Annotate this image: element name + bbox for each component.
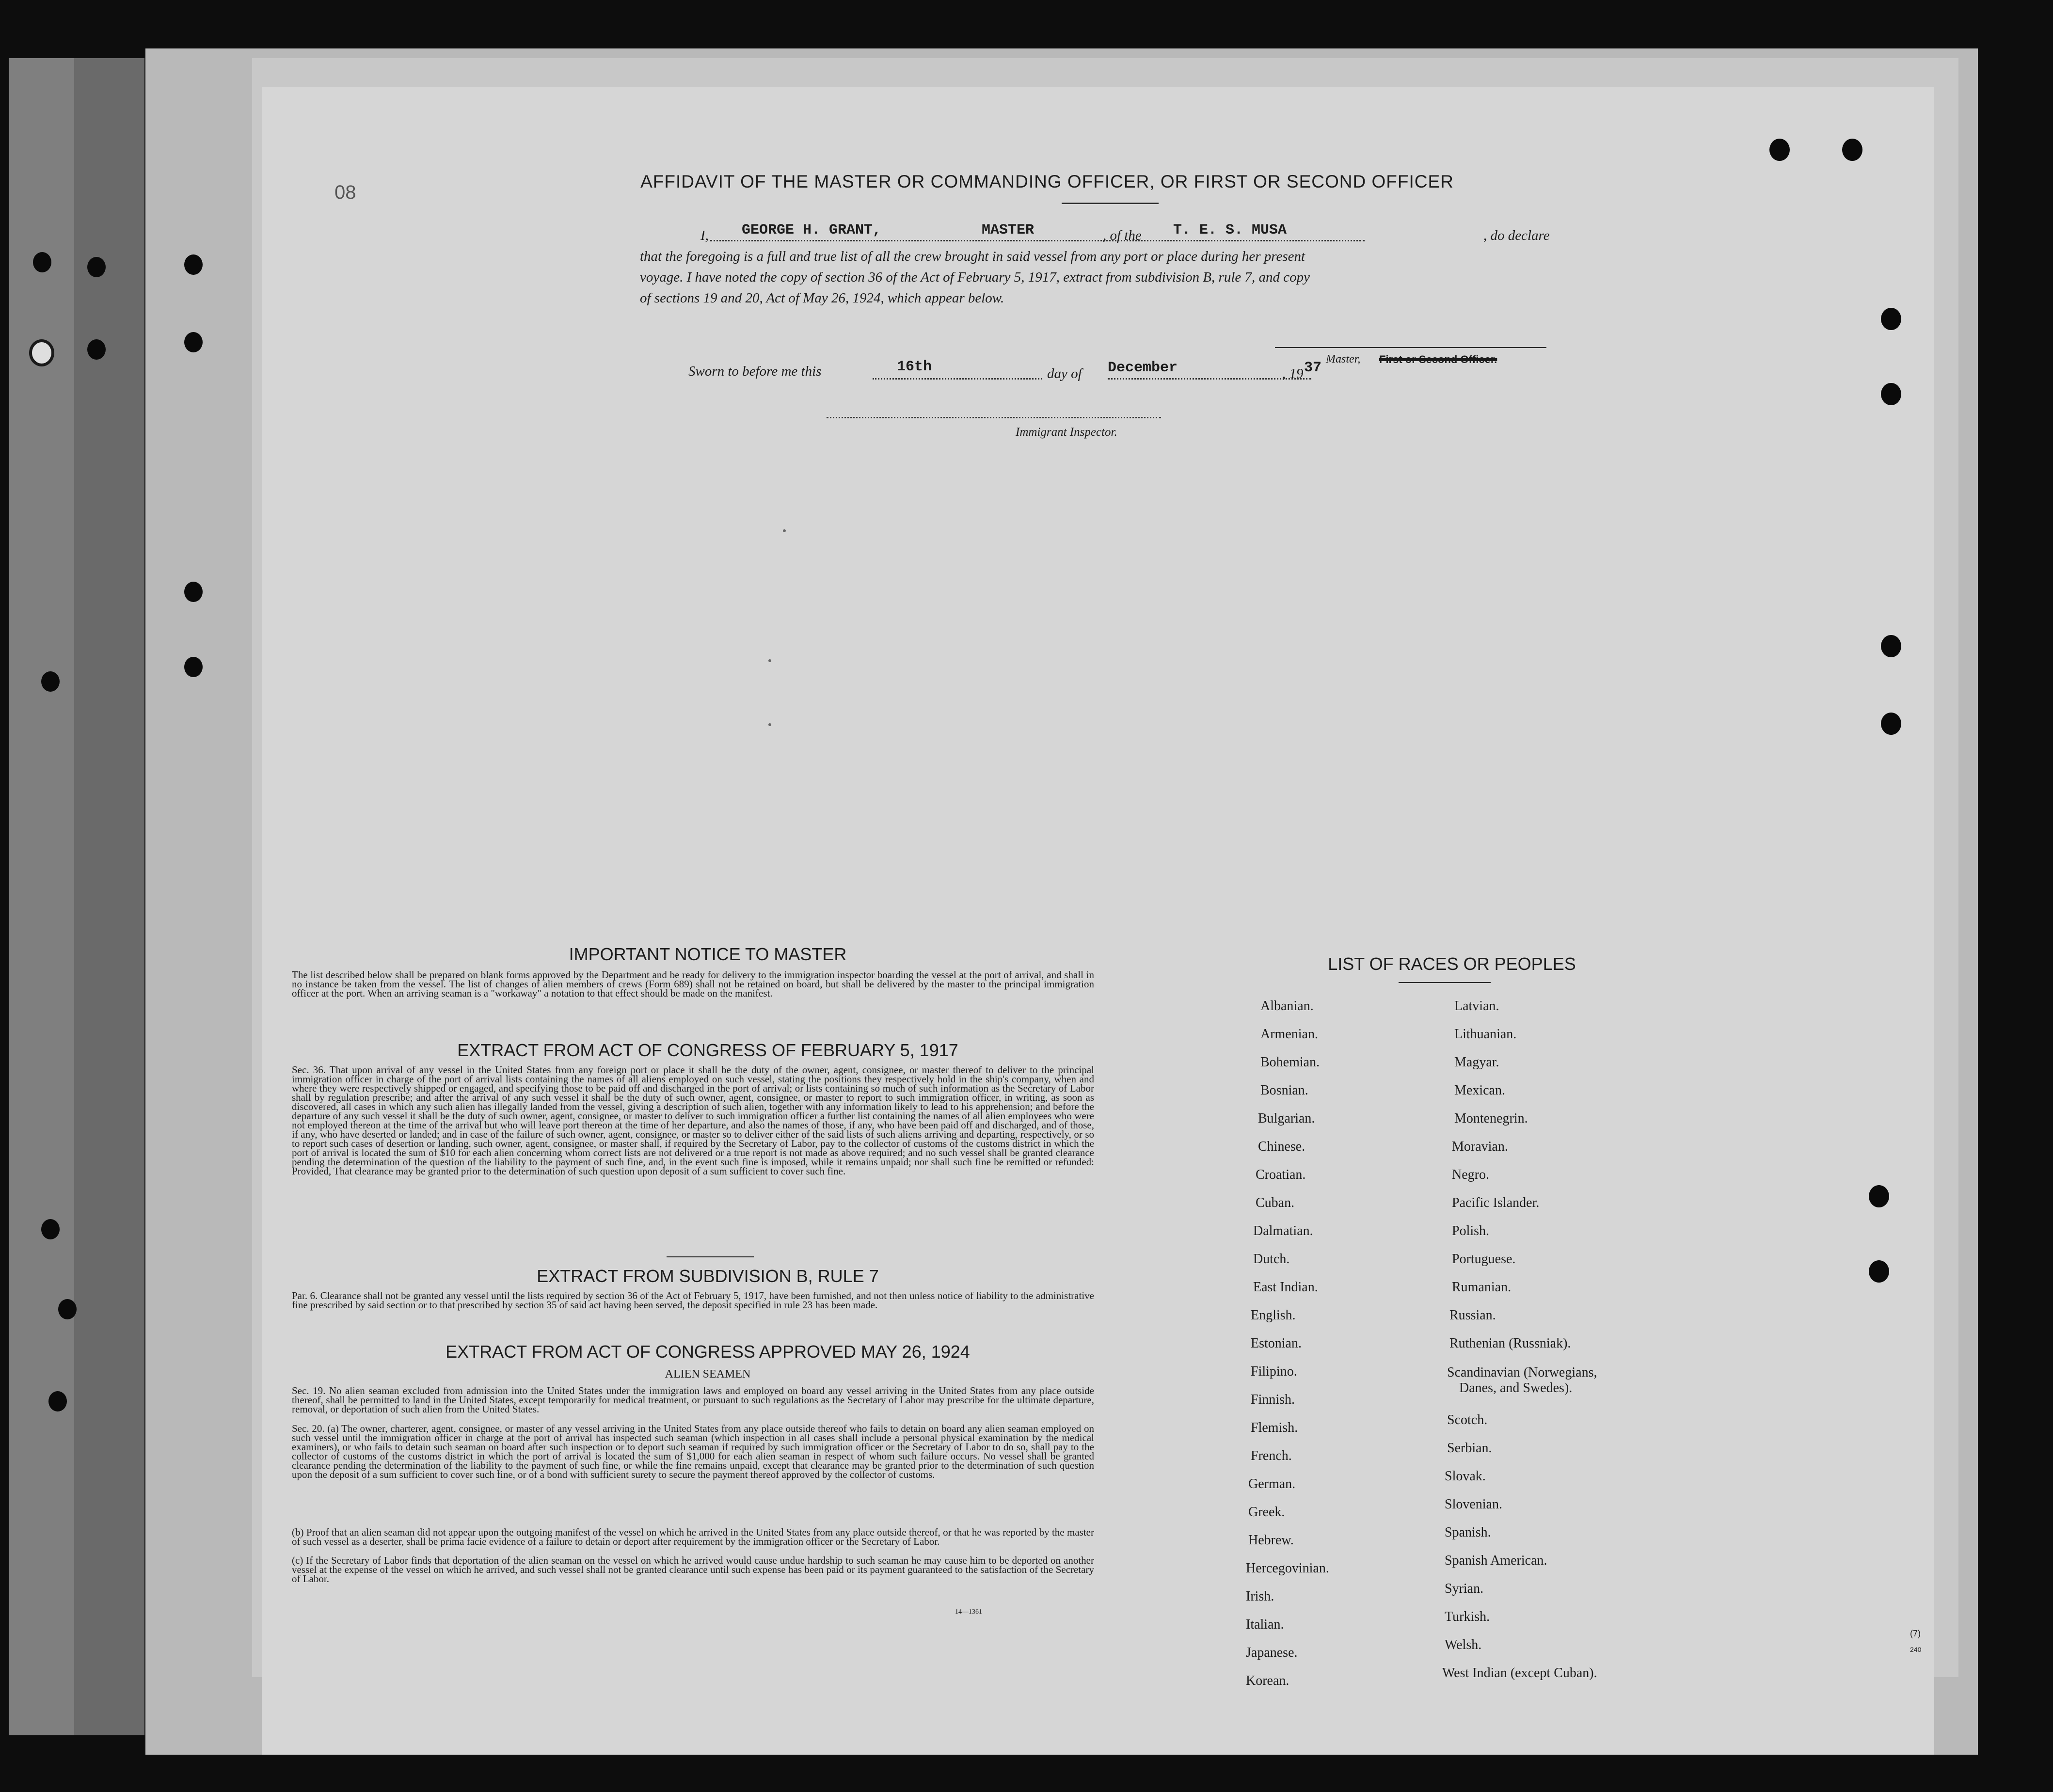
race-item: Danes, and Swedes).	[1459, 1380, 1573, 1396]
race-item: Negro.	[1452, 1167, 1489, 1182]
race-item: Flemish.	[1251, 1420, 1298, 1435]
race-item: Bohemian.	[1260, 1055, 1320, 1070]
binder-hole	[33, 252, 51, 272]
inspector-label: Immigrant Inspector.	[1016, 426, 1117, 439]
race-item: Dalmatian.	[1253, 1223, 1313, 1238]
race-item: Russian.	[1449, 1308, 1496, 1323]
binder-hole	[184, 582, 203, 602]
signature-line	[1275, 347, 1546, 348]
race-item: Latvian.	[1454, 999, 1499, 1014]
race-item: Cuban.	[1256, 1195, 1295, 1210]
race-item: Croatian.	[1256, 1167, 1306, 1182]
sec19-body: Sec. 19. No alien seaman excluded from admission into the United States under the immigration laws and employed on board any vessel arriving in the United States from any place outside thereof, shall be permitted to land in the United States, except temporarily for medical treatment, or pursuant to such regulations as the Secretary of Labor may prescribe for the ultimate departure, removal, or deportation of such alien from the United States.	[292, 1385, 1094, 1415]
speck	[783, 529, 786, 532]
binder-hole	[184, 332, 203, 352]
extract-1917-title: EXTRACT FROM ACT OF CONGRESS OF FEBRUARY 5, 1917	[457, 1040, 958, 1060]
race-item: Moravian.	[1452, 1139, 1508, 1154]
race-item: Polish.	[1452, 1223, 1490, 1238]
race-item: Welsh.	[1445, 1637, 1482, 1652]
punch-hole	[1881, 308, 1901, 330]
affidavit-line-2: that the foregoing is a full and true list of all the crew brought in said vessel from any port or place during her present	[640, 249, 1305, 264]
race-item: Lithuanian.	[1454, 1027, 1517, 1042]
race-item: West Indian (except Cuban).	[1442, 1665, 1597, 1681]
declarant-label: I,	[700, 228, 709, 243]
race-item: Spanish American.	[1445, 1553, 1547, 1568]
race-item: Mexican.	[1454, 1083, 1505, 1098]
binder-hole	[41, 671, 60, 692]
race-item: Portuguese.	[1452, 1252, 1516, 1267]
affidavit-title: AFFIDAVIT OF THE MASTER OR COMMANDING OFFICER, OR FIRST OR SECOND OFFICER	[640, 172, 1454, 191]
race-item: Korean.	[1246, 1673, 1289, 1688]
binder-hole	[48, 1391, 67, 1411]
race-item: Slovenian.	[1445, 1497, 1502, 1512]
sworn-day: 16th	[897, 359, 932, 375]
race-item: Scotch.	[1447, 1412, 1488, 1427]
rule7-title: EXTRACT FROM SUBDIVISION B, RULE 7	[537, 1266, 879, 1286]
race-item: Finnish.	[1251, 1392, 1295, 1407]
margin-mark: 08	[334, 182, 356, 203]
speck	[768, 723, 771, 726]
margin-mark: 240	[1910, 1646, 1922, 1653]
binder-hole	[58, 1299, 77, 1319]
race-item: Bulgarian.	[1258, 1111, 1315, 1126]
race-item: Irish.	[1246, 1589, 1274, 1604]
sworn-month: December	[1108, 360, 1178, 376]
form-code: 14—1361	[955, 1608, 982, 1616]
sworn-year: 37	[1304, 360, 1322, 376]
races-rule	[1399, 982, 1491, 983]
race-item: East Indian.	[1253, 1280, 1318, 1295]
declare-label: , do declare	[1483, 228, 1550, 243]
vessel-name: T. E. S. MUSA	[1173, 222, 1287, 238]
sec20c-body: (c) If the Secretary of Labor finds that deportation of the alien seaman on the vessel on which he arrived would cause undue hardship to such seaman he may cause him to be deported on another vessel at the expense of the vessel on which he arrived, and such vessel shall not be granted clearance until such expense has been paid or its payment guaranteed to the satisfaction of the Secretary of Labor.	[292, 1554, 1094, 1585]
alien-seamen-subtitle: ALIEN SEAMEN	[665, 1368, 751, 1380]
speck	[768, 659, 771, 662]
binder-strip-inner	[74, 58, 144, 1735]
race-item: Filipino.	[1251, 1364, 1297, 1379]
race-item: English.	[1251, 1308, 1296, 1323]
struck-officer-text: First or Second Officer.	[1379, 353, 1497, 365]
race-item: Albanian.	[1260, 999, 1314, 1014]
extract-1924-title: EXTRACT FROM ACT OF CONGRESS APPROVED MAY 26, 1924	[446, 1342, 970, 1362]
punch-hole	[1881, 635, 1901, 657]
race-item: Magyar.	[1454, 1055, 1499, 1070]
affidavit-line-3: voyage. I have noted the copy of section 36 of the Act of February 5, 1917, extract from subdivision B, rule 7, and copy	[640, 270, 1310, 285]
race-item: Hebrew.	[1248, 1533, 1294, 1548]
name-line	[710, 240, 1365, 241]
race-item: Slovak.	[1445, 1469, 1486, 1484]
race-item: French.	[1251, 1448, 1292, 1463]
race-item: German.	[1248, 1476, 1296, 1491]
master-name: GEORGE H. GRANT,	[742, 222, 882, 238]
punch-hole	[1881, 383, 1901, 405]
margin-mark: (7)	[1910, 1629, 1921, 1638]
master-rank: MASTER	[982, 222, 1034, 238]
race-item: Armenian.	[1260, 1027, 1318, 1042]
race-item: Estonian.	[1251, 1336, 1302, 1351]
race-item: Rumanian.	[1452, 1280, 1512, 1295]
sworn-label: Sworn to before me this	[688, 364, 822, 379]
sec20b-body: (b) Proof that an alien seaman did not appear upon the outgoing manifest of the vessel on which he arrived in the United States from any place outside thereof, or that he was reported by the master of such vessel as a deserter, shall be prima facie evidence of a failure to detain or deport after requirement by the immigration officer or the Secretary of Labor.	[292, 1526, 1094, 1547]
race-item: Montenegrin.	[1454, 1111, 1528, 1126]
notice-title: IMPORTANT NOTICE TO MASTER	[569, 944, 847, 964]
race-item: Greek.	[1248, 1505, 1285, 1520]
binder-hole	[87, 257, 106, 277]
binder-hole	[87, 339, 106, 360]
master-label: Master,	[1326, 353, 1361, 365]
race-item: Bosnian.	[1260, 1083, 1308, 1098]
race-item: Hercegovinian.	[1246, 1561, 1329, 1576]
punch-hole	[1869, 1185, 1889, 1207]
race-item: Japanese.	[1246, 1645, 1298, 1660]
of-the-label: , of the	[1103, 228, 1142, 243]
day-of-label: day of	[1047, 366, 1082, 381]
inspector-line	[827, 417, 1161, 418]
race-item: Dutch.	[1253, 1252, 1290, 1267]
punch-hole	[1881, 713, 1901, 735]
race-item: Chinese.	[1258, 1139, 1305, 1154]
punch-hole	[1869, 1260, 1889, 1283]
binder-strip-left	[9, 58, 74, 1735]
sec20-body: Sec. 20. (a) The owner, charterer, agent, consignee, or master of any vessel arriving in the United States from any place outside thereof who fails to detain on board any alien seaman employed on such vessel until the immigration officer in charge at the port of arrival has inspected such seaman (which inspection in all cases shall include a personal physical examination by the medical examiners), or who fails to detain such seaman on board after such inspection or to deport such seaman if required by such immigration officer or the Secretary of Labor to do so, shall pay to the collector of customs of the customs district in which the port of arrival is located the sum of $1,000 for each alien seaman in respect of whom such failure occurs. No vessel shall be granted clearance pending the determination of the liability to the payment of such fine, or while the fine remains unpaid, except that clearance may be granted prior to the determination of such question upon the deposit of a sum sufficient to cover such fine, or of a bond with sufficient surety to secure the payment thereof approved by the collector of customs.	[292, 1423, 1094, 1480]
races-title: LIST OF RACES OR PEOPLES	[1328, 954, 1576, 974]
section-rule	[667, 1256, 754, 1257]
title-rule	[1062, 203, 1159, 204]
race-item: Ruthenian (Russniak).	[1449, 1336, 1571, 1351]
day-line	[873, 378, 1042, 380]
affidavit-page	[262, 87, 1934, 1755]
race-item: Pacific Islander.	[1452, 1195, 1540, 1210]
punch-hole	[1769, 139, 1790, 161]
binder-hole	[184, 254, 203, 275]
race-item: Spanish.	[1445, 1525, 1491, 1540]
race-item: Serbian.	[1447, 1441, 1492, 1456]
affidavit-line-4: of sections 19 and 20, Act of May 26, 1924, which appear below.	[640, 290, 1004, 306]
year-prefix: , 19	[1282, 366, 1304, 381]
race-item: Syrian.	[1445, 1581, 1484, 1596]
month-line	[1108, 378, 1311, 380]
rule7-body: Par. 6. Clearance shall not be granted any vessel until the lists required by section 36 of the Act of February 5, 1917, have been furnished, and not then unless notice of liability to the administrative fine prescribed by said section or to that prescribed by section 35 of said act having been served, the deposit specified in rule 23 has been made.	[292, 1290, 1094, 1311]
notice-body: The list described below shall be prepared on blank forms approved by the Department and be ready for delivery to the immigration inspector boarding the vessel at the port of arrival, and shall in no instance be taken from the vessel. The list of changes of alien members of crews (Form 689) shall not be retained on board, but shall be delivered by the master to the principal immigration officer at the port. When an arriving seaman is a "workaway" a notation to that effect should be made on the manifest.	[292, 969, 1094, 999]
race-item: Scandinavian (Norwegians,	[1447, 1365, 1597, 1380]
binder-hole	[184, 657, 203, 677]
binder-ring-hole	[29, 339, 54, 366]
binder-hole	[41, 1219, 60, 1239]
race-item: Turkish.	[1445, 1609, 1490, 1624]
race-item: Italian.	[1246, 1617, 1284, 1632]
punch-hole	[1842, 139, 1862, 161]
extract-1917-body: Sec. 36. That upon arrival of any vessel in the United States from any foreign port or place it shall be the duty of the owner, agent, consignee, or master thereof to deliver to the principal immigration officer in charge of the port of arrival lists containing the names of all aliens employed on such vessel, stating the positions they respectively hold in the ship's company, when and where they were respectively shipped or engaged, and specifying those to be paid off and discharged in the port of arrival; or lists containing so much of such information as the Secretary of Labor shall by regulation prescribe; and after the arrival of any such vessel it shall be the duty of such owner, agent, consignee, or master to report to such immigration officer, in writing, as soon as discovered, all cases in which any such alien has illegally landed from the vessel, giving a description of such alien, together with any information likely to lead to his apprehension; and before the departure of any such vessel it shall be the duty of such owner, agent, consignee, or master to deliver to such immigration officer a further list containing the names of all alien employees who were not employed thereon at the time of the arrival but who will leave port thereon at the time of her departure, and also the names of those, if any, who have been paid off and discharged, and of those, if any, who have deserted or landed; and in case of the failure of such owner, agent, consignee, or master so to deliver either of the said lists of such aliens arriving and departing, respectively, or so to report such cases of desertion or landing, such owner, agent, consignee, or master shall, if required by the Secretary of Labor, pay to the collector of customs of the customs district in which the port of arrival is located the sum of $10 for each alien concerning whom correct lists are not delivered or a true report is not made as above required; and no such vessel shall be granted clearance pending the determination of the question of the liability to the payment of such fine, and, in the event such fine is imposed, while it remains unpaid; nor shall such fine be remitted or refunded: Provided, That clearance may be granted prior to the determination of such question upon deposit of a sum sufficient to cover such fine.	[292, 1064, 1094, 1177]
